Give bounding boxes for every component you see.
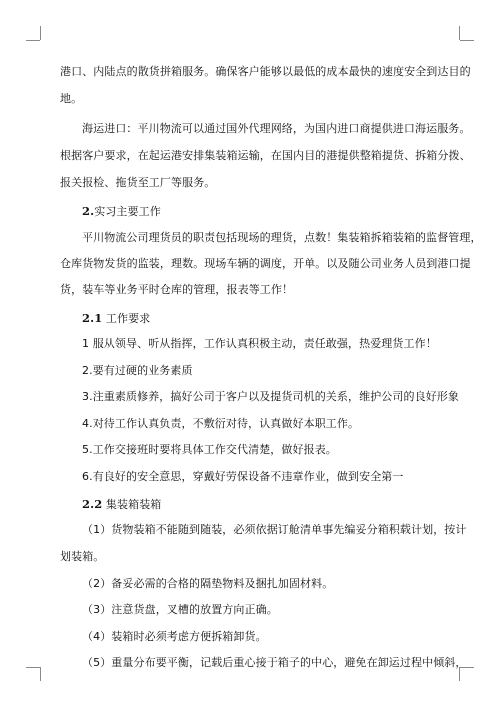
section-number: 2.1 [82,311,103,325]
section-number: 2.2 [82,497,103,511]
section-number: 2. [82,204,95,218]
paragraph-line: 港口、内陆点的散货拼箱服务。确保客户能够以最低的成本最快的速度安全到达目的 [60,65,471,78]
crop-mark-top-right-horizontal [460,40,474,41]
section-title: 集装箱装箱 [102,498,162,511]
paragraph-line: 货，装车等业务平时仓库的管理，报表等工作！ [60,283,294,296]
paragraph-line: 仓库货物发货的监装，理数。现场车辆的调度，开单。以及随公司业务人员到港口提 [60,257,471,270]
list-item: 1 服从领导、听从指挥，工作认真积极主动，责任敢强，热爱理货工作！ [82,337,437,350]
list-item: （3）注意货盘，叉槽的放置方向正确。 [82,603,278,616]
section-title: 实习主要工作 [94,205,161,218]
crop-mark-top-left-vertical [40,26,41,40]
paragraph-line: 海运进口：平川物流可以通过国外代理网络，为国内进口商提供进口海运服务。 [82,122,471,135]
crop-mark-top-right-vertical [459,26,460,40]
list-item: 2.要有过硬的业务素质 [82,364,193,377]
section-heading [82,203,161,220]
section-heading [82,310,150,327]
list-item: （5）重量分布要平衡，记载后重心接于箱子的中心，避免在卸运过程中倾斜， [82,656,467,669]
paragraph-line: 划装箱。 [60,550,105,563]
list-item: （2）备妥必需的合格的隔垫物料及捆扎加固材料。 [82,577,334,590]
crop-mark-bottom-left-vertical [40,667,41,681]
paragraph-line: 根据客户要求，在起运港安排集装箱运输，在国内目的港提供整箱提货、拆箱分拨、 [60,149,471,162]
paragraph-line: 报关报检、拖货至工厂等服务。 [60,176,216,189]
crop-mark-bottom-left-horizontal [26,667,40,668]
list-item: 5.工作交接班时要将具体工作交代清楚，做好报表。 [82,443,337,456]
paragraph-line: 平川物流公司理货员的职责包括现场的理货，点数！集装箱拆箱装箱的监督管理， [82,231,482,244]
list-item: （1）货物装箱不能随到随装，必须依据订舱清单事先编妥分箱积载计划，按计 [82,523,467,536]
list-item: 4.对待工作认真负责，不敷衍对待，认真做好本职工作。 [82,417,360,430]
list-item: 3.注重素质修养，搞好公司于客户以及提货司机的关系，维护公司的良好形象 [82,390,459,403]
section-heading [82,496,161,513]
list-item: （4）装箱时必须考虑方便拆箱卸货。 [82,630,267,643]
list-item: 6.有良好的安全意思，穿戴好劳保设备不违章作业，做到安全第一 [82,470,404,483]
paragraph-line: 地。 [60,92,83,105]
crop-mark-top-left-horizontal [26,40,40,41]
section-title: 工作要求 [102,312,151,325]
